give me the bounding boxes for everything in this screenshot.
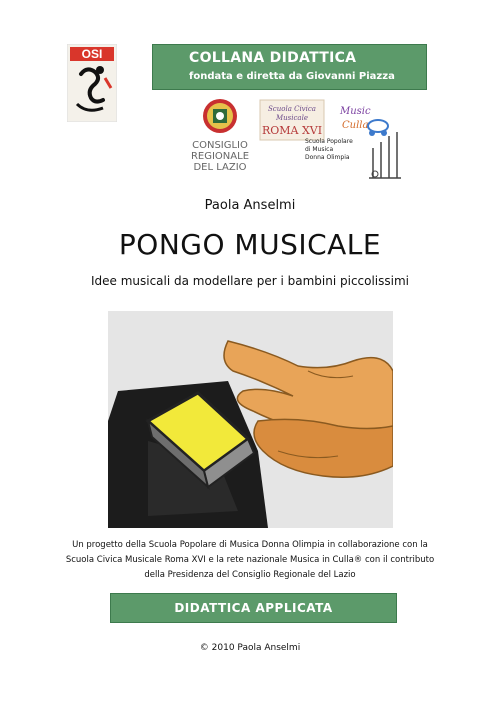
series-label-banner: DIDATTICA APPLICATA — [110, 593, 397, 623]
project-description: Un progetto della Scuola Popolare di Musica Donna Olimpia in collaborazione con la Scuola Civica Musicale Roma XVI e la rete nazionale Musica in Culla® con il contributo della Presidenza del Consiglio Regionale del Lazio — [65, 540, 435, 580]
scuola-popolare-text: Scuola Popolare di Musica Donna Olimpia — [305, 138, 353, 161]
collana-title: COLLANA DIDATTICA — [189, 50, 357, 66]
svg-text:Scuola Civica: Scuola Civica — [268, 105, 316, 113]
svg-text:Musicale: Musicale — [276, 114, 308, 122]
osi-logo — [67, 44, 117, 122]
book-subtitle: Idee musicali da modellare per i bambini piccolissimi — [90, 274, 410, 288]
copyright-notice: © 2010 Paola Anselmi — [199, 643, 301, 653]
book-title: PONGO MUSICALE — [118, 228, 382, 261]
cover-illustration — [108, 311, 393, 528]
consiglio-regionale-text: CONSIGLIO REGIONALE DEL LAZIO — [190, 140, 250, 173]
collana-banner — [152, 44, 427, 90]
author-name: Paola Anselmi — [204, 198, 296, 213]
svg-text:Culla: Culla — [342, 120, 369, 131]
collana-subtitle: fondata e diretta da Giovanni Piazza — [189, 71, 395, 82]
scuola-popolare-logo — [305, 130, 405, 182]
consiglio-regionale-logo — [178, 96, 262, 182]
svg-text:ROMA XVI: ROMA XVI — [261, 124, 323, 137]
svg-text:Music: Music — [340, 106, 371, 117]
osi-logo-text: OSI — [81, 47, 103, 61]
